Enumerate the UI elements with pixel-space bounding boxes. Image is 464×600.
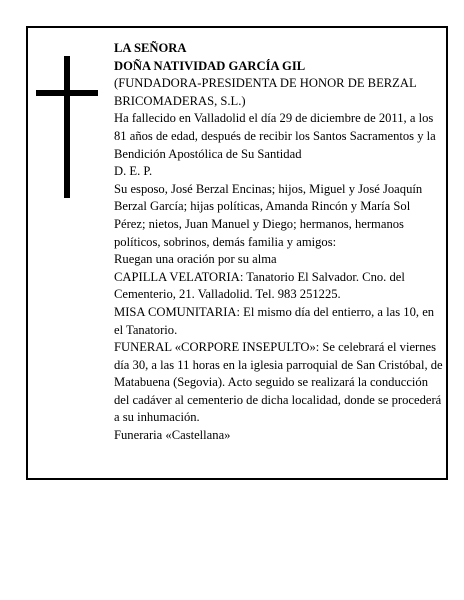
mass-info: MISA COMUNITARIA: El mismo día del entierro, a las 10, en el Tanatorio. <box>114 304 435 337</box>
deceased-role: (FUNDADORA-PRESIDENTA DE HONOR DE BERZAL BRICOMADERAS, S.L.) <box>114 76 417 108</box>
notice-title: LA SEÑORA <box>114 41 187 55</box>
obituary-text <box>114 40 444 445</box>
family-list: Su esposo, José Berzal Encinas; hijos, Miguel y José Joaquín Berzal García; hijas políticas, Amanda Rincón y María Sol Pérez; nietos, Juan Manuel y Diego; hermanos, hermanos políticos, sobrinos, demás familia y amigos: <box>114 181 423 249</box>
obituary-notice <box>26 26 448 480</box>
cross-vertical-bar <box>64 56 70 198</box>
prayer-request: Ruegan una oración por su alma <box>114 252 277 267</box>
death-announcement: Ha fallecido en Valladolid el día 29 de diciembre de 2011, a los 81 años de edad, después de recibir los Santos Sacramentos y la Bendición Apostólica de Su Santidad <box>114 111 436 161</box>
cross-icon <box>36 56 98 198</box>
funeral-info: FUNERAL «CORPORE INSEPULTO»: Se celebrará el viernes día 30, a las 11 horas en la iglesia parroquial de San Cristóbal, de Matabuena (Segovia). Acto seguido se realizará la conducción del cadáver al cementerio de dicha localidad, donde se procederá a su inhumación. <box>114 340 443 425</box>
rip-text: D. E. P. <box>114 164 153 179</box>
funeral-home: Funeraria «Castellana» <box>114 428 231 443</box>
cross-horizontal-bar <box>36 90 98 96</box>
deceased-name: DOÑA NATIVIDAD GARCÍA GIL <box>114 58 306 73</box>
chapel-info: CAPILLA VELATORIA: Tanatorio El Salvador. Cno. del Cementerio, 21. Valladolid. Tel. 983 251225. <box>114 269 405 302</box>
